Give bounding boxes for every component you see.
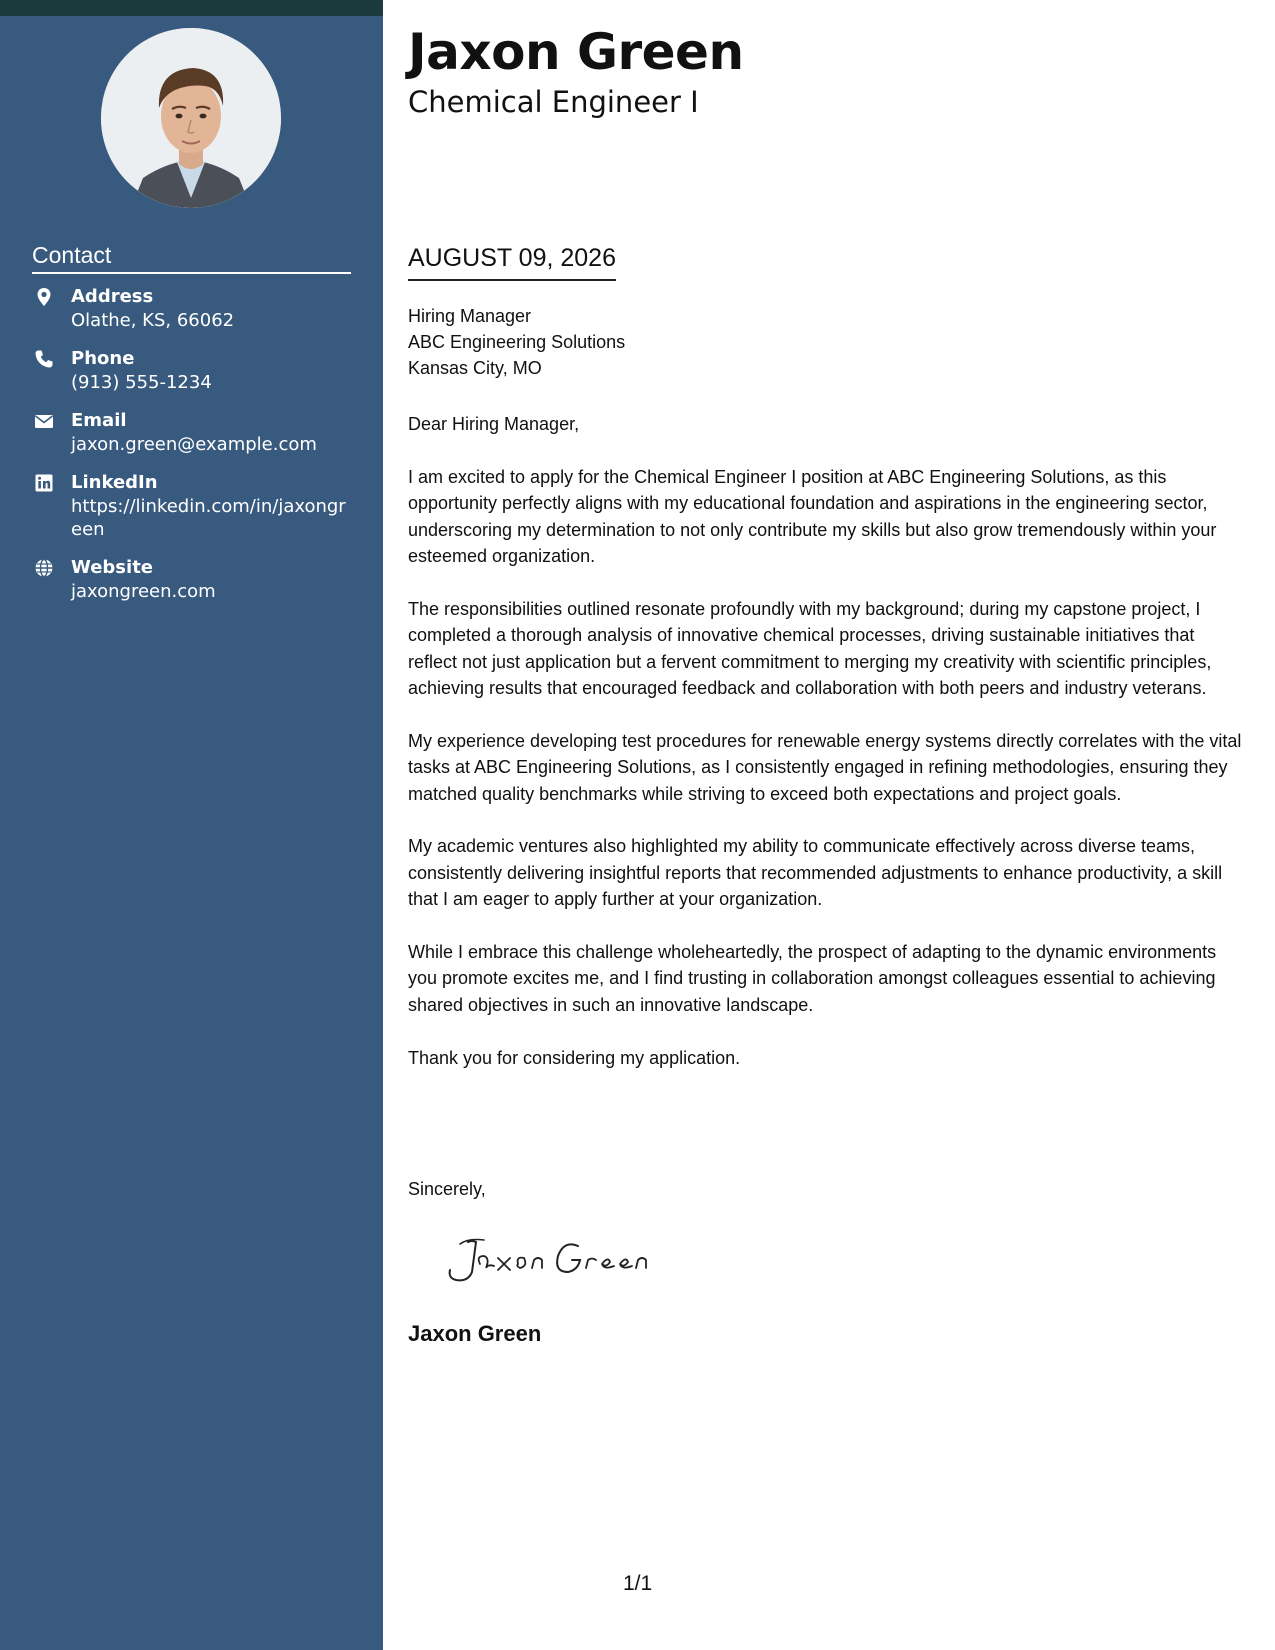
signer-name: Jaxon Green (408, 1321, 542, 1346)
contact-label-address: Address (71, 286, 154, 307)
letter-paragraph: Thank you for considering my application. (408, 1047, 741, 1068)
letter-paragraph: My experience developing test procedures for renewable energy systems directly correlates with the vital tasks at ABC Engineering Solutions, as I consistently engaged in refining methodologies, ensuring they matched quality benchmarks while striving to exceed both expectations and project goals. (408, 730, 1242, 804)
envelope-icon (34, 411, 54, 431)
letter-paragraph: The responsibilities outlined resonate profoundly with my background; during my capstone project, I completed a thorough analysis of innovative chemical processes, driving sustainable initiatives that reflect not just application but a fervent commitment to merging my creativity with scientific principles, achieving results that encouraged feedback and collaboration with both peers and industry veterans. (408, 598, 1212, 699)
contact-item-phone (32, 347, 352, 394)
recipient-name: Hiring Manager (408, 306, 532, 326)
sidebar (0, 0, 383, 1650)
location-pin-icon (34, 287, 54, 307)
contact-item-linkedin (32, 471, 352, 541)
letter-paragraph: While I embrace this challenge wholeheartedly, the prospect of adapting to the dynamic environments you promote excites me, and I find trusting in collaboration amongst colleagues essential to achieving shared objectives in such an innovative landscape. (408, 942, 1217, 1015)
salutation: Dear Hiring Manager, (408, 414, 580, 434)
contact-label-email: Email (71, 410, 127, 431)
letter-paragraph: I am excited to apply for the Chemical Engineer I position at ABC Engineering Solutions, as this opportunity perfectly aligns with my educational foundation and aspirations in the engineering sector, underscoring my determination to not only contribute my skills but also grow tremendously within your esteemed organization. (408, 466, 1217, 567)
contact-value-phone: (913) 555-1234 (71, 372, 212, 393)
profile-photo-illustration (101, 28, 281, 208)
recipient-company: ABC Engineering Solutions (408, 332, 626, 352)
recipient-block (408, 303, 625, 381)
contact-item-email (32, 409, 352, 456)
recipient-location: Kansas City, MO (408, 358, 542, 378)
phone-icon (34, 349, 54, 369)
contact-label-website: Website (71, 557, 154, 578)
contact-label-phone: Phone (71, 348, 135, 369)
contact-list (32, 285, 352, 618)
closing: Sincerely, (408, 1179, 486, 1199)
handwritten-signature (438, 1230, 678, 1290)
contact-label-linkedin: LinkedIn (71, 472, 158, 493)
contact-value-linkedin[interactable]: https://linkedin.com/in/jaxongreen (71, 496, 346, 540)
page-number: 1/1 (623, 1572, 653, 1595)
contact-item-address (32, 285, 352, 332)
applicant-name: Jaxon Green (408, 23, 744, 81)
letter-date: AUGUST 09, 2026 (408, 243, 616, 281)
letter-main (408, 0, 1248, 1650)
contact-item-website (32, 556, 352, 603)
contact-value-address: Olathe, KS, 66062 (71, 310, 235, 331)
contact-value-website[interactable]: jaxongreen.com (71, 581, 216, 602)
contact-heading: Contact (32, 241, 351, 274)
sidebar-top-bar (0, 0, 383, 16)
letter-paragraph: My academic ventures also highlighted my ability to communicate effectively across diverse teams, consistently delivering insightful reports that recommended adjustments to enhance productivity, a skill that I am eager to apply further at your organization. (408, 836, 1223, 910)
applicant-job-title: Chemical Engineer I (408, 85, 699, 119)
contact-value-email[interactable]: jaxon.green@example.com (71, 434, 317, 455)
letter-body (408, 411, 1243, 1097)
globe-icon (34, 558, 54, 578)
linkedin-icon (34, 473, 54, 493)
profile-photo (101, 28, 281, 208)
